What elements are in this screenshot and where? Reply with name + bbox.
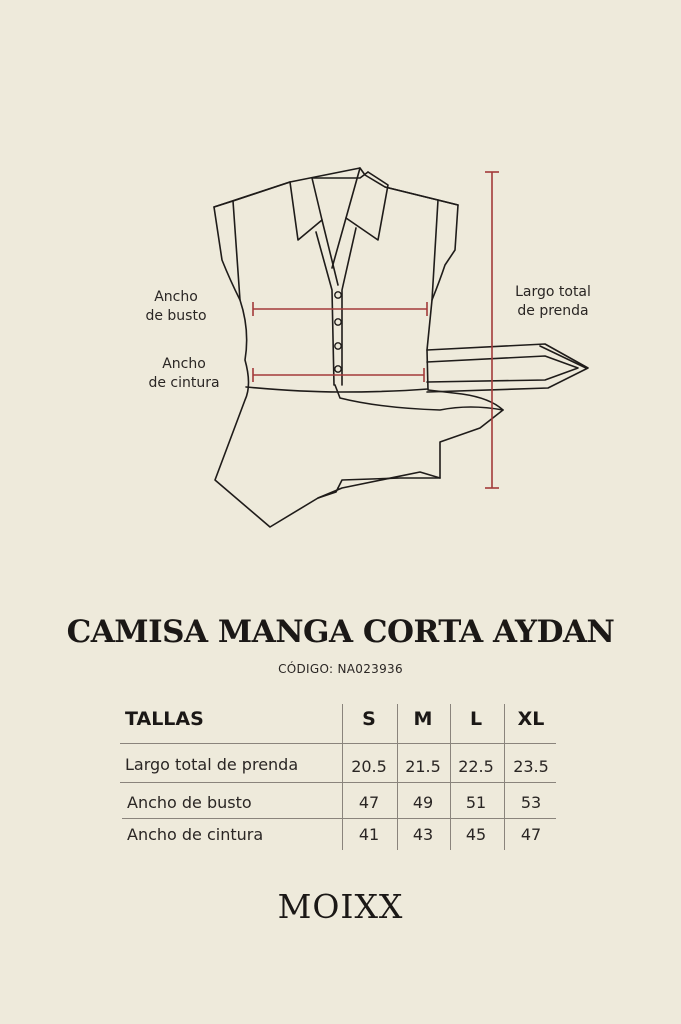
table-column-divider <box>504 704 505 850</box>
table-column-divider <box>450 704 451 850</box>
product-title: CAMISA MANGA CORTA AYDAN <box>66 614 615 650</box>
row-value: 47 <box>358 793 380 812</box>
table-column-divider <box>397 704 398 850</box>
table-divider <box>120 743 556 744</box>
row-value: 41 <box>358 825 380 844</box>
button-icon <box>335 343 341 349</box>
row-value: 43 <box>412 825 434 844</box>
size-xl: XL <box>517 708 545 730</box>
tie-belt-icon <box>427 344 588 392</box>
row-value: 53 <box>520 793 542 812</box>
button-icon <box>335 319 341 325</box>
row-value: 22.5 <box>458 757 494 776</box>
row-label: Ancho de busto <box>127 793 252 812</box>
row-value: 47 <box>520 825 542 844</box>
table-header-label: TALLAS <box>125 708 204 730</box>
brand-logo: MOIXX <box>277 887 404 926</box>
size-m: M <box>413 708 433 730</box>
row-value: 23.5 <box>513 757 549 776</box>
row-label: Largo total de prenda <box>125 755 299 774</box>
row-label: Ancho de cintura <box>127 825 264 844</box>
waist-label: Ancho de cintura <box>148 356 220 391</box>
row-value: 49 <box>412 793 434 812</box>
table-column-divider <box>342 704 343 850</box>
length-label: Largo total de prenda <box>515 284 591 319</box>
row-value: 45 <box>465 825 487 844</box>
row-value: 51 <box>465 793 487 812</box>
row-value: 20.5 <box>351 757 387 776</box>
product-code: CÓDIGO: NA023936 <box>278 662 403 676</box>
bust-label: Ancho de busto <box>145 289 207 324</box>
row-value: 21.5 <box>405 757 441 776</box>
table-divider <box>122 818 556 819</box>
size-s: S <box>362 708 376 730</box>
button-icon <box>335 292 341 298</box>
button-icon <box>335 366 341 372</box>
size-l: L <box>469 708 483 730</box>
shirt-outline-icon <box>214 168 503 527</box>
table-divider <box>120 782 556 783</box>
